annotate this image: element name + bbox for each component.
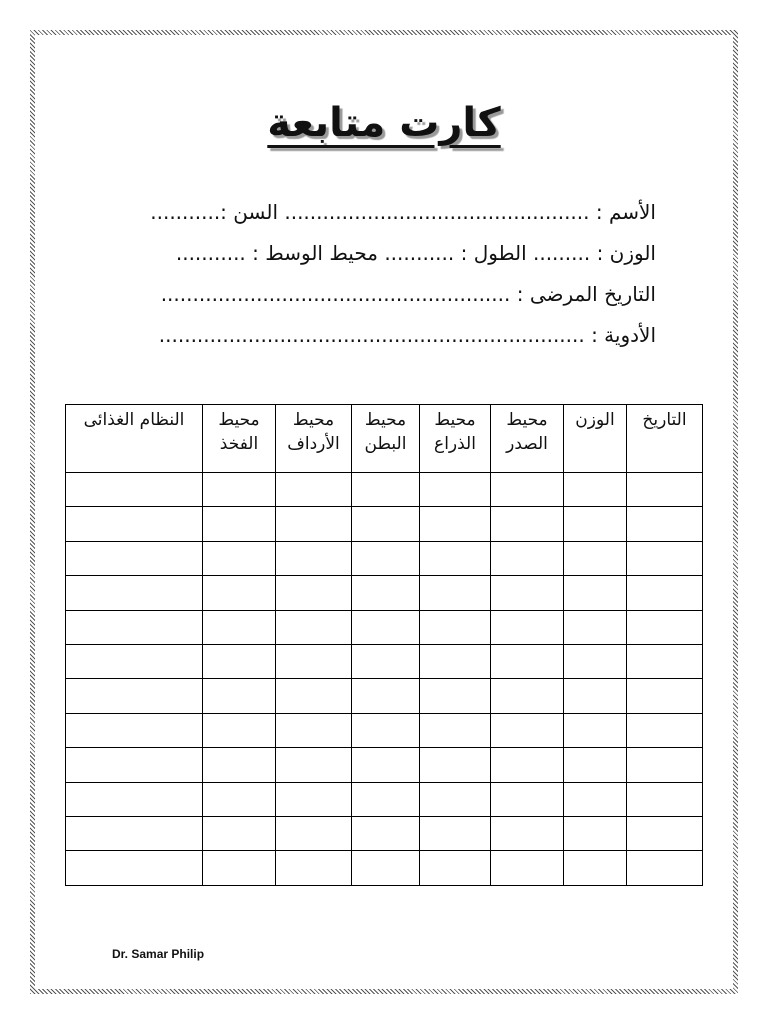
- table-cell[interactable]: [203, 610, 276, 644]
- table-cell[interactable]: [420, 851, 491, 886]
- table-cell[interactable]: [66, 645, 203, 679]
- table-cell[interactable]: [564, 817, 627, 851]
- table-cell[interactable]: [203, 679, 276, 713]
- column-header-chest: محيط الصدر: [491, 405, 564, 473]
- table-cell[interactable]: [491, 645, 564, 679]
- table-cell[interactable]: [203, 576, 276, 610]
- table-cell[interactable]: [276, 782, 352, 816]
- table-cell[interactable]: [66, 473, 203, 507]
- table-cell[interactable]: [352, 473, 420, 507]
- table-cell[interactable]: [66, 507, 203, 541]
- table-header-row: [66, 405, 703, 473]
- table-cell[interactable]: [491, 610, 564, 644]
- table-cell[interactable]: [203, 713, 276, 747]
- table-cell[interactable]: [276, 748, 352, 782]
- table-cell[interactable]: [491, 473, 564, 507]
- name-age-field: الأسم : ................................................ السن :...........: [150, 200, 656, 224]
- table-cell[interactable]: [491, 576, 564, 610]
- table-cell[interactable]: [420, 610, 491, 644]
- table-row: [66, 473, 703, 507]
- table-cell[interactable]: [491, 507, 564, 541]
- table-cell[interactable]: [627, 679, 703, 713]
- table-cell[interactable]: [352, 679, 420, 713]
- table-cell[interactable]: [491, 748, 564, 782]
- table-cell[interactable]: [276, 610, 352, 644]
- table-cell[interactable]: [352, 610, 420, 644]
- table-cell[interactable]: [203, 541, 276, 575]
- table-cell[interactable]: [420, 713, 491, 747]
- table-cell[interactable]: [276, 507, 352, 541]
- tracking-table: [65, 404, 703, 886]
- table-row: [66, 610, 703, 644]
- table-cell[interactable]: [276, 851, 352, 886]
- table-cell[interactable]: [491, 851, 564, 886]
- table-cell[interactable]: [66, 610, 203, 644]
- table-cell[interactable]: [352, 541, 420, 575]
- column-header-abdomen: محيط البطن: [352, 405, 420, 473]
- table-cell[interactable]: [276, 473, 352, 507]
- table-cell[interactable]: [352, 748, 420, 782]
- table-cell[interactable]: [627, 576, 703, 610]
- table-cell[interactable]: [66, 748, 203, 782]
- column-header-thigh: محيط الفخذ: [203, 405, 276, 473]
- table-cell[interactable]: [352, 817, 420, 851]
- table-cell[interactable]: [564, 610, 627, 644]
- table-cell[interactable]: [491, 782, 564, 816]
- table-cell[interactable]: [627, 610, 703, 644]
- table-cell[interactable]: [564, 679, 627, 713]
- table-cell[interactable]: [627, 507, 703, 541]
- table-cell[interactable]: [564, 748, 627, 782]
- table-cell[interactable]: [627, 713, 703, 747]
- table-row: [66, 507, 703, 541]
- table-cell[interactable]: [66, 782, 203, 816]
- table-cell[interactable]: [491, 541, 564, 575]
- table-cell[interactable]: [66, 679, 203, 713]
- table-cell[interactable]: [564, 541, 627, 575]
- table-cell[interactable]: [203, 748, 276, 782]
- table-cell[interactable]: [276, 541, 352, 575]
- table-cell[interactable]: [627, 817, 703, 851]
- table-row: [66, 713, 703, 747]
- table-row: [66, 645, 703, 679]
- table-cell[interactable]: [564, 782, 627, 816]
- table-row: [66, 541, 703, 575]
- table-cell[interactable]: [352, 713, 420, 747]
- table-cell[interactable]: [420, 507, 491, 541]
- weight-height-waist-field: الوزن : ......... الطول : ........... محيط الوسط : ...........: [175, 241, 656, 265]
- table-cell[interactable]: [352, 782, 420, 816]
- table-cell[interactable]: [276, 713, 352, 747]
- column-header-hips: محيط الأرداف: [276, 405, 352, 473]
- column-header-date: التاريخ: [627, 405, 703, 473]
- table-cell[interactable]: [491, 817, 564, 851]
- table-cell[interactable]: [564, 645, 627, 679]
- table-cell[interactable]: [420, 576, 491, 610]
- table-cell[interactable]: [627, 645, 703, 679]
- table-cell[interactable]: [276, 576, 352, 610]
- table-cell[interactable]: [276, 817, 352, 851]
- medical-history-field: التاريخ المرضى : .......................................................: [160, 282, 656, 306]
- table-cell[interactable]: [491, 713, 564, 747]
- table-row: [66, 782, 703, 816]
- table-cell[interactable]: [564, 713, 627, 747]
- table-cell[interactable]: [203, 851, 276, 886]
- info-fields: [96, 192, 656, 356]
- column-header-weight: الوزن: [564, 405, 627, 473]
- table-row: [66, 679, 703, 713]
- table-cell[interactable]: [420, 679, 491, 713]
- table-row: [66, 817, 703, 851]
- table-cell[interactable]: [420, 748, 491, 782]
- table-cell[interactable]: [66, 541, 203, 575]
- table-cell[interactable]: [420, 645, 491, 679]
- table-cell[interactable]: [627, 851, 703, 886]
- table-cell[interactable]: [276, 645, 352, 679]
- table-cell[interactable]: [66, 817, 203, 851]
- table-cell[interactable]: [564, 851, 627, 886]
- table-cell[interactable]: [66, 851, 203, 886]
- table-row: [66, 576, 703, 610]
- table-cell[interactable]: [491, 679, 564, 713]
- table-cell[interactable]: [564, 576, 627, 610]
- table-body: [66, 473, 703, 886]
- table-cell[interactable]: [203, 507, 276, 541]
- table-cell[interactable]: [564, 473, 627, 507]
- table-cell[interactable]: [420, 817, 491, 851]
- table-cell[interactable]: [66, 576, 203, 610]
- table-cell[interactable]: [276, 679, 352, 713]
- column-header-diet: النظام الغذائى: [66, 405, 203, 473]
- table-cell[interactable]: [420, 541, 491, 575]
- table-cell[interactable]: [627, 473, 703, 507]
- table-cell[interactable]: [420, 782, 491, 816]
- table-cell[interactable]: [203, 645, 276, 679]
- table-cell[interactable]: [627, 782, 703, 816]
- table-cell[interactable]: [203, 473, 276, 507]
- table-row: [66, 851, 703, 886]
- table-cell[interactable]: [66, 713, 203, 747]
- author-name: Dr. Samar Philip: [112, 947, 205, 961]
- table-cell[interactable]: [203, 782, 276, 816]
- table-cell[interactable]: [627, 748, 703, 782]
- column-header-arm: محيط الذراع: [420, 405, 491, 473]
- table-row: [66, 748, 703, 782]
- table-cell[interactable]: [352, 851, 420, 886]
- table-cell[interactable]: [627, 541, 703, 575]
- table-cell[interactable]: [352, 645, 420, 679]
- table-cell[interactable]: [352, 576, 420, 610]
- medications-field: الأدوية : ...................................................................: [158, 323, 656, 347]
- table-cell[interactable]: [352, 507, 420, 541]
- table-cell[interactable]: [203, 817, 276, 851]
- table-cell[interactable]: [564, 507, 627, 541]
- page-title: كارت متابعة: [267, 100, 501, 146]
- table-cell[interactable]: [420, 473, 491, 507]
